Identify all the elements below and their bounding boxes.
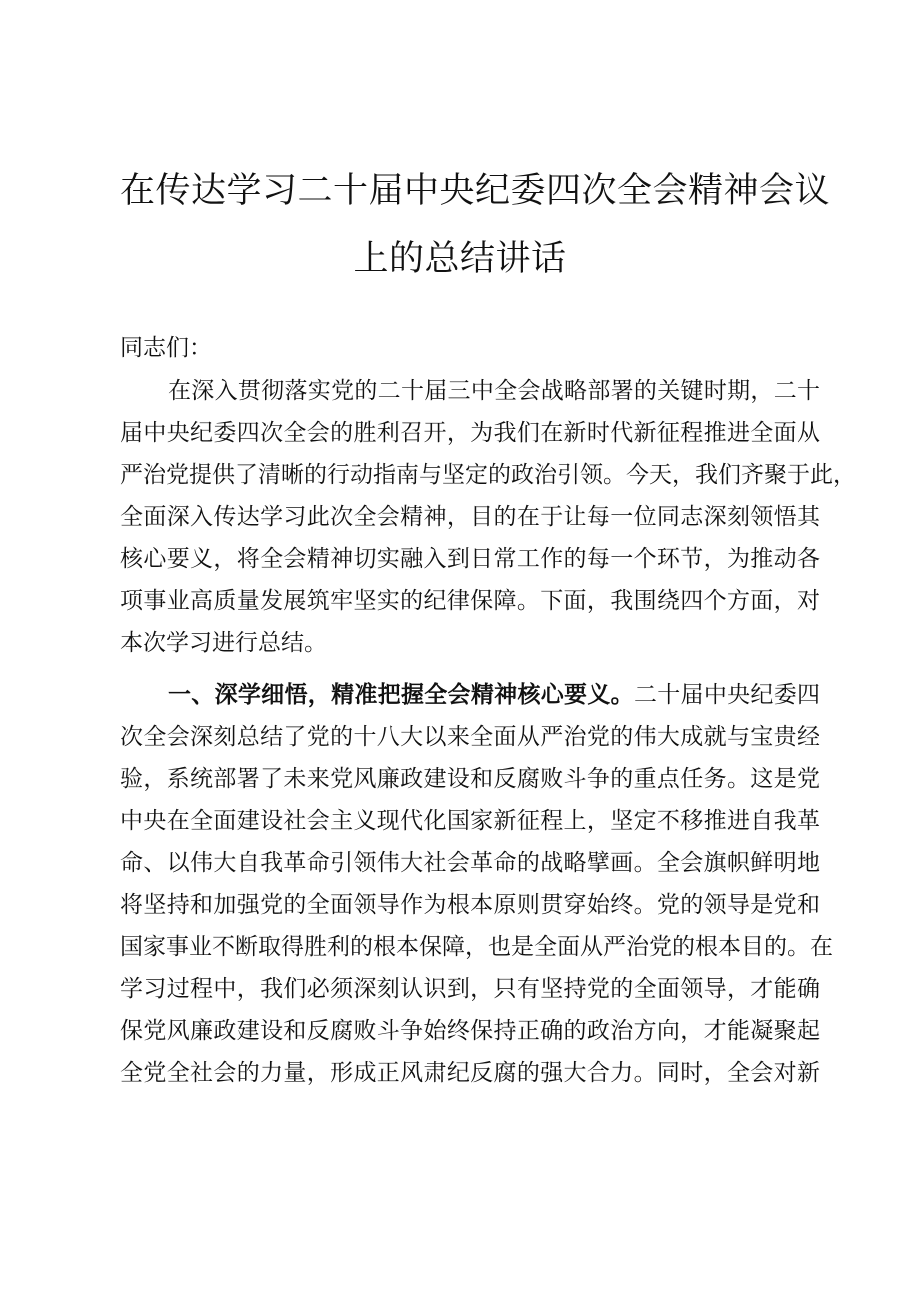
paragraph-2-line: 命、以伟大自我革命引领伟大社会革命的战略擘画。全会旗帜鲜明地: [120, 850, 820, 876]
paragraph-2-line: 将坚持和加强党的全面领导作为根本原则贯穿始终。党的领导是党和: [120, 892, 820, 918]
section-heading: 一、深学细悟，精准把握全会精神核心要义。: [168, 682, 634, 708]
paragraph-1-line: 届中央纪委四次全会的胜利召开，为我们在新时代新征程推进全面从: [120, 420, 820, 446]
title-line-2: 上的总结讲话: [353, 239, 567, 279]
paragraph-1-line: 全面深入传达学习此次全会精神，目的在于让每一位同志深刻领悟其: [120, 504, 820, 530]
paragraph-1-line: 本次学习进行总结。: [120, 630, 327, 656]
paragraph-2-line: 中央在全面建设社会主义现代化国家新征程上，坚定不移推进自我革: [120, 808, 820, 834]
paragraph-1-line: 严治党提供了清晰的行动指南与坚定的政治引领。今天，我们齐聚于此，: [120, 462, 856, 488]
paragraph-1-line: 在深入贯彻落实党的二十届三中全会战略部署的关键时期，二十: [168, 378, 820, 404]
paragraph-2-line: 保党风廉政建设和反腐败斗争始终保持正确的政治方向，才能凝聚起: [120, 1018, 820, 1044]
paragraph-2-line: 全党全社会的力量，形成正风肃纪反腐的强大合力。同时，全会对新: [120, 1060, 820, 1086]
greeting: 同志们：: [120, 335, 212, 361]
paragraph-2-first-rest: 二十届中央纪委四: [633, 682, 821, 708]
paragraph-2-line: 次全会深刻总结了党的十八大以来全面从严治党的伟大成就与宝贵经: [120, 724, 820, 750]
paragraph-1-line: 核心要义，将全会精神切实融入到日常工作的每一个环节，为推动各: [120, 546, 820, 572]
paragraph-2-line: 验，系统部署了未来党风廉政建设和反腐败斗争的重点任务。这是党: [120, 766, 820, 792]
title-line-1: 在传达学习二十届中央纪委四次全会精神会议: [120, 171, 831, 211]
paragraph-1-line: 项事业高质量发展筑牢坚实的纪律保障。下面，我围绕四个方面，对: [120, 588, 820, 614]
paragraph-2-line: 学习过程中，我们必须深刻认识到，只有坚持党的全面领导，才能确: [120, 976, 820, 1002]
paragraph-2-line: 国家事业不断取得胜利的根本保障，也是全面从严治党的根本目的。在: [120, 934, 833, 960]
paragraph-2-first-line: [168, 680, 820, 710]
